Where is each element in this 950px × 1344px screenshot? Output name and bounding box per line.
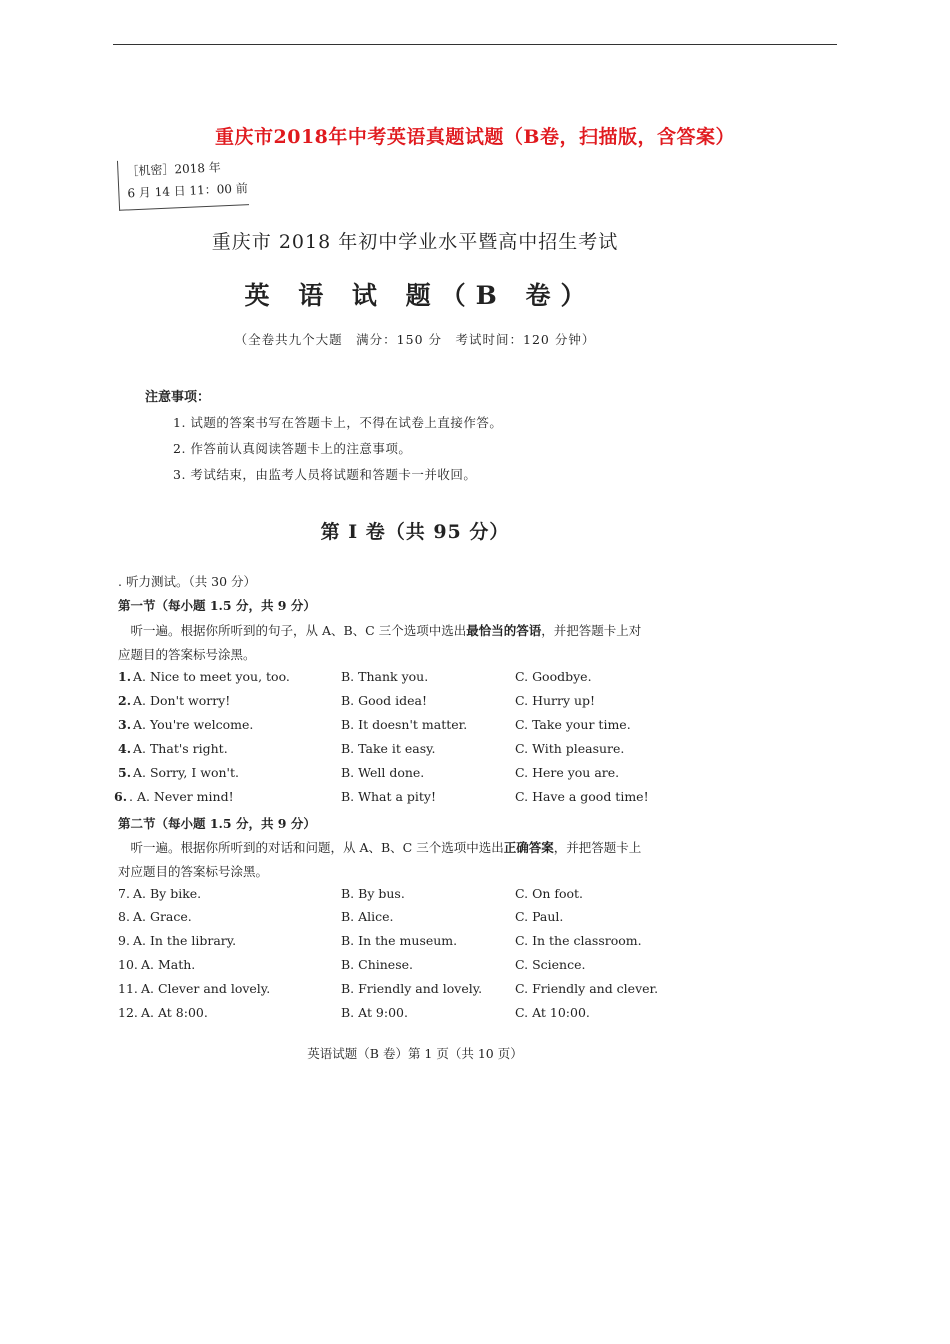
note-item: 2. 作答前认真阅读答题卡上的注意事项。 [173,441,412,456]
option-a: A. By bike. [133,886,202,901]
option-c: C. In the classroom. [515,933,642,948]
question-number: 4. [118,741,132,756]
confidential-stamp [117,155,249,211]
option-c: C. Have a good time! [515,789,649,804]
option-c: C. Friendly and clever. [515,981,659,996]
option-b: B. Good idea! [341,693,428,708]
section2-title: 第二节（每小题 1.5 分，共 9 分） [118,816,316,831]
question-number: 8. [118,909,130,924]
option-a: A. Math. [141,957,196,972]
question-row [118,693,758,713]
option-a: A. Clever and lovely. [141,981,271,996]
option-a: A. Nice to meet you, too. [133,669,290,684]
option-a: A. Sorry, I won't. [133,765,239,780]
option-a: A. Grace. [133,909,192,924]
instruction-text: ，并把答题卡上 [553,840,642,855]
option-b: B. Thank you. [341,669,429,684]
instruction-text: 听一遍。根据你所听到的对话和问题，从 A、B、C 三个选项中选出 [118,840,504,855]
option-b: B. Friendly and lovely. [341,981,483,996]
question-number: 1. [118,669,132,684]
question-number: 11. [118,981,138,996]
question-row [118,717,758,737]
question-number: 12. [118,1005,138,1020]
option-c: C. Science. [515,957,586,972]
option-c: C. At 10:00. [515,1005,590,1020]
question-row [118,909,758,929]
option-a: A. Don't worry! [133,693,231,708]
section1-instruction [118,621,641,639]
question-row [114,789,758,809]
option-a: A. You're welcome. [133,717,254,732]
question-number: 10. [118,957,138,972]
option-a: . A. Never mind! [129,789,234,804]
section1-instruction-cont: 应题目的答案标号涂黑。 [118,647,256,662]
question-number: 6. [114,789,128,804]
question-row [118,886,758,906]
question-number: 3. [118,717,132,732]
stamp-line-2: 6 月 14 日 11：00 前 [127,181,249,201]
option-c: C. Take your time. [515,717,631,732]
top-rule [113,44,837,45]
option-c: C. With pleasure. [515,741,625,756]
question-row [118,741,758,761]
question-number: 9. [118,933,130,948]
notes-heading: 注意事项： [145,390,211,405]
volume-title: 第 I 卷（共 95 分） [320,521,510,543]
section2-instruction [118,838,641,856]
exam-name: 重庆市 2018 年初中学业水平暨高中招生考试 [211,231,619,253]
option-c: C. Goodbye. [515,669,592,684]
option-c: C. Hurry up! [515,693,596,708]
exam-info: （全卷共九个大题 满分：150 分 考试时间：120 分钟） [234,332,596,347]
question-row [118,1005,758,1025]
question-row [118,933,758,953]
option-b: B. By bus. [341,886,405,901]
option-c: C. Paul. [515,909,564,924]
instruction-emphasis: 最恰当的答语 [466,623,542,638]
instruction-emphasis: 正确答案 [503,840,554,855]
question-number: 7. [118,886,130,901]
option-b: B. In the museum. [341,933,458,948]
option-b: B. At 9:00. [341,1005,408,1020]
option-b: B. What a pity! [341,789,437,804]
document-title: 重庆市2018年中考英语真题试题（B卷，扫描版，含答案） [215,126,735,148]
option-a: A. In the library. [133,933,237,948]
option-c: C. On foot. [515,886,584,901]
question-row [118,981,758,1001]
question-row [118,765,758,785]
question-row [118,669,758,689]
option-a: A. That's right. [133,741,228,756]
note-item: 1. 试题的答案书写在答题卡上，不得在试卷上直接作答。 [173,415,503,430]
exam-subject: 英 语 试 题（B 卷） [244,281,596,310]
option-b: B. It doesn't matter. [341,717,468,732]
option-c: C. Here you are. [515,765,620,780]
question-row [118,957,758,977]
option-b: B. Take it easy. [341,741,436,756]
instruction-text: 听一遍。根据你所听到的句子，从 A、B、C 三个选项中选出 [118,623,467,638]
question-number: 2. [118,693,132,708]
question-number: 5. [118,765,132,780]
page-footer: 英语试题（B 卷）第 1 页（共 10 页） [307,1046,523,1061]
option-b: B. Alice. [341,909,394,924]
part1-title: . 听力测试。（共 30 分） [118,574,257,589]
note-item: 3. 考试结束，由监考人员将试题和答题卡一并收回。 [173,467,477,482]
option-b: B. Well done. [341,765,425,780]
stamp-line-1: ［机密］2018 年 [126,160,222,179]
option-b: B. Chinese. [341,957,413,972]
section1-title: 第一节（每小题 1.5 分，共 9 分） [118,598,316,613]
instruction-text: ，并把答题卡上对 [541,623,642,638]
option-a: A. At 8:00. [141,1005,208,1020]
section2-instruction-cont: 对应题目的答案标号涂黑。 [118,864,269,879]
